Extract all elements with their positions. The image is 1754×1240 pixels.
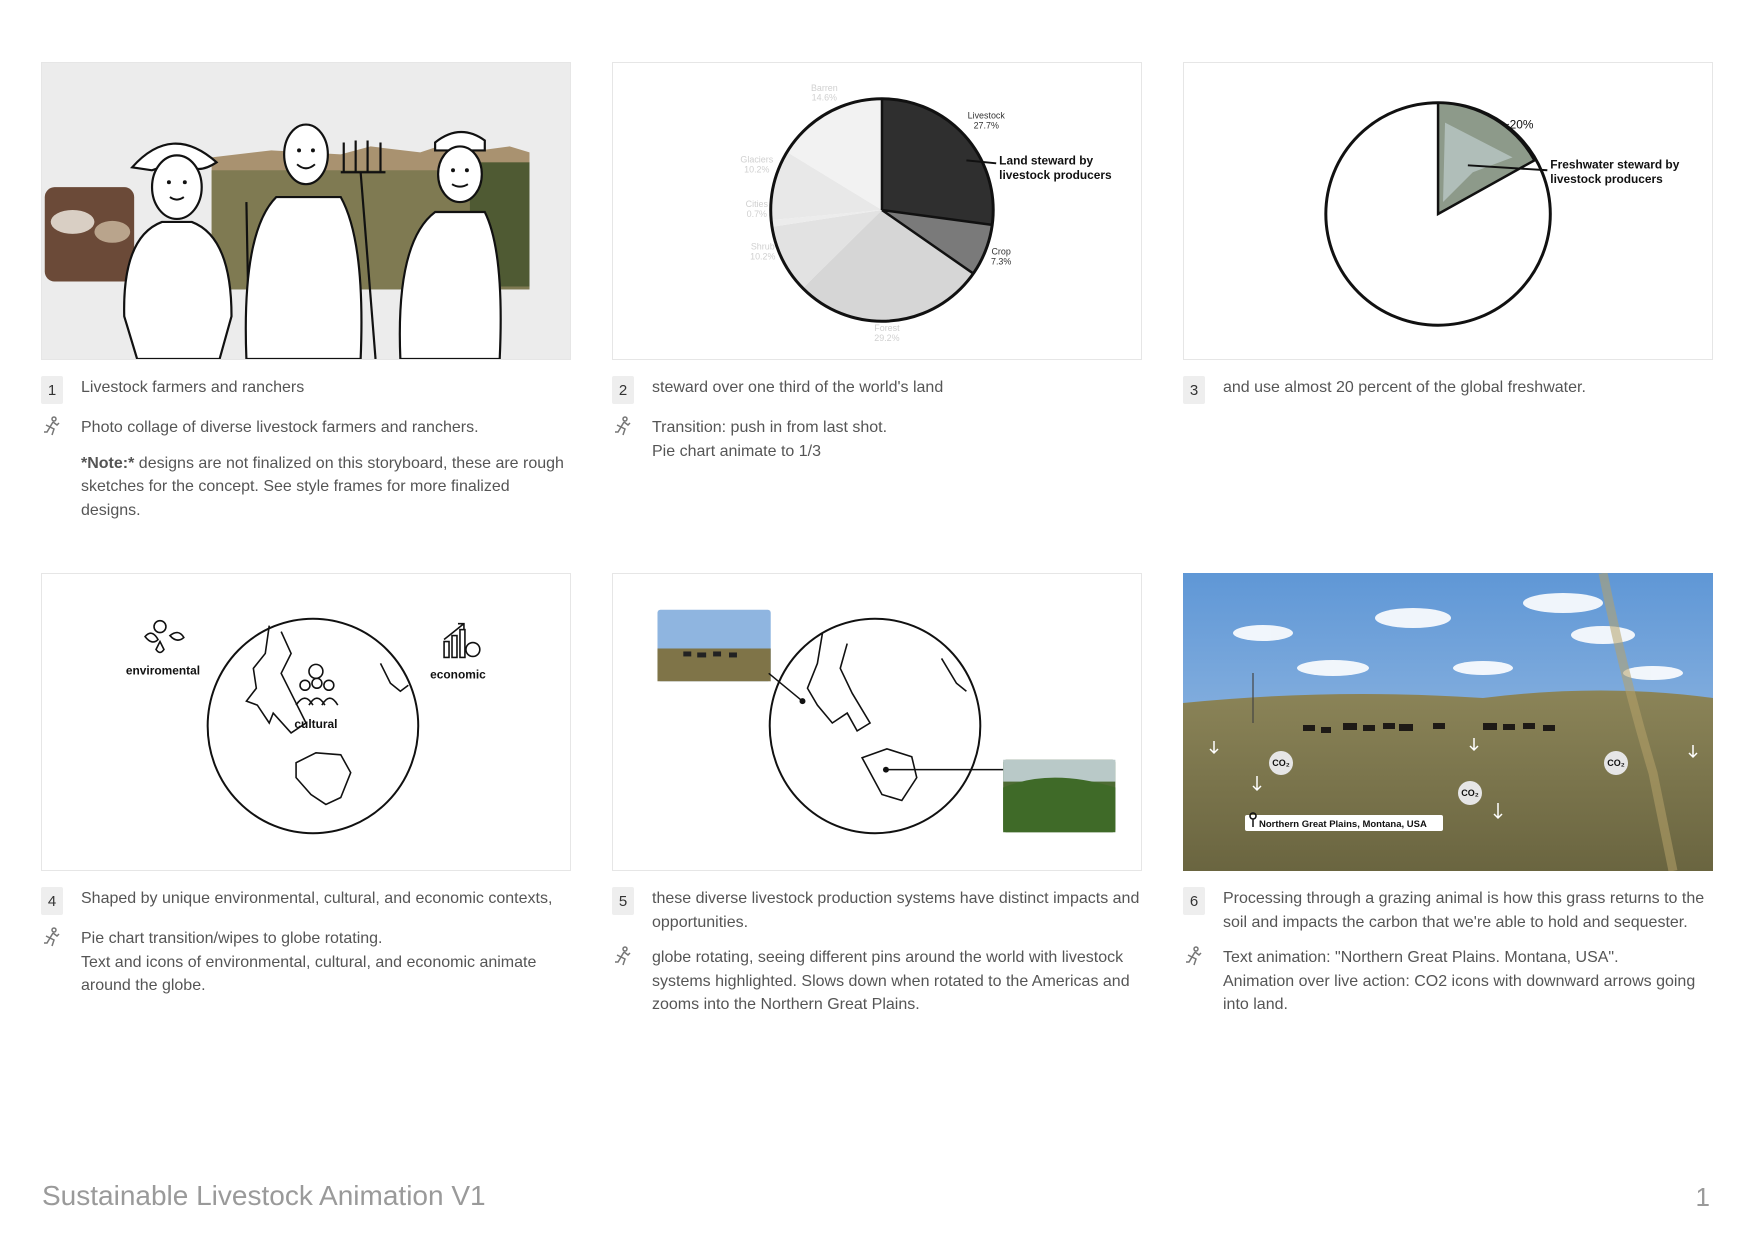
caption-panel-6 bbox=[1183, 887, 1713, 1029]
caption-panel-3 bbox=[1183, 376, 1713, 416]
panel-voiceover: Shaped by unique environmental, cultural, and economic contexts, bbox=[81, 890, 553, 907]
storyboard-frame-1 bbox=[41, 62, 571, 360]
farmers-collage-sketch bbox=[42, 63, 570, 359]
note-label: *Note:* bbox=[81, 454, 135, 472]
storyboard-frame-4 bbox=[41, 573, 571, 871]
freshwater-pie-chart bbox=[1184, 63, 1712, 359]
label-shrub: Shrub bbox=[750, 241, 775, 252]
grazing-field-photo bbox=[1183, 573, 1713, 871]
panel-number: 6 bbox=[1183, 887, 1205, 915]
land-callout-line1: Land steward by bbox=[999, 153, 1094, 168]
value-cities: 0.7% bbox=[746, 208, 767, 219]
value-glaciers: 10.2% bbox=[744, 164, 770, 175]
value-barren: 14.6% bbox=[811, 92, 838, 103]
value-crop: 7.3% bbox=[990, 256, 1012, 267]
action-runner-icon bbox=[612, 946, 634, 970]
panel-direction: Pie chart transition/wipes to globe rotating. Text and icons of environmental, cultural, and economic animate around the globe. bbox=[81, 930, 537, 994]
globe-contexts-sketch bbox=[42, 574, 570, 870]
co2-label: CO₂ bbox=[1461, 788, 1479, 798]
panel-number: 1 bbox=[41, 376, 63, 404]
action-runner-icon bbox=[41, 416, 63, 440]
action-runner-icon bbox=[1183, 946, 1205, 970]
map-pin bbox=[800, 698, 806, 704]
pin-photo-forest bbox=[1003, 760, 1115, 833]
location-tag: Northern Great Plains, Montana, USA bbox=[1259, 819, 1427, 830]
value-forest: 29.2% bbox=[874, 333, 900, 344]
panel-number: 4 bbox=[41, 887, 63, 915]
map-pin bbox=[883, 767, 889, 773]
freshwater-value: ~20% bbox=[1502, 117, 1534, 132]
panel-voiceover: Processing through a grazing animal is how this grass returns to the soil and impacts the carbon that we're able to hold and sequester. bbox=[1223, 890, 1705, 931]
note-text: designs are not finalized on this storyboard, these are rough sketches for the concept. See style frames for more finalized designs. bbox=[81, 454, 564, 519]
value-shrub: 10.2% bbox=[750, 251, 776, 262]
document-title: Sustainable Livestock Animation V1 bbox=[42, 1180, 486, 1211]
panel-number: 2 bbox=[612, 376, 634, 404]
water-callout-line1: Freshwater steward by bbox=[1550, 157, 1680, 172]
caption-panel-4 bbox=[41, 887, 571, 1010]
cultural-label: cultural bbox=[294, 716, 338, 731]
storyboard-frame-2 bbox=[612, 62, 1142, 360]
caption-panel-1 bbox=[41, 376, 571, 534]
storyboard-frame-3 bbox=[1183, 62, 1713, 360]
environmental-label: enviromental bbox=[125, 663, 201, 678]
panel-direction: globe rotating, seeing different pins around the world with livestock systems highlighted. Slows down when rotated to the Americas and zooms into the Northern Great Plains. bbox=[652, 949, 1130, 1013]
label-cities: Cities bbox=[745, 199, 768, 210]
label-barren: Barren bbox=[810, 82, 838, 93]
leaf-drop-icon bbox=[145, 621, 184, 653]
panel-direction: Text animation: "Northern Great Plains. Montana, USA". Animation over live action: CO2 icons with downward arrows going into land. bbox=[1223, 949, 1696, 1013]
panel-voiceover: and use almost 20 percent of the global freshwater. bbox=[1223, 379, 1586, 396]
panel-voiceover: steward over one third of the world's land bbox=[652, 379, 944, 396]
economic-label: economic bbox=[430, 667, 486, 682]
caption-panel-5 bbox=[612, 887, 1142, 1029]
co2-label: CO₂ bbox=[1607, 758, 1625, 768]
label-crop: Crop bbox=[991, 246, 1011, 257]
value-livestock: 27.7% bbox=[973, 120, 999, 131]
action-runner-icon bbox=[612, 416, 634, 440]
water-callout-line2: livestock producers bbox=[1550, 172, 1663, 187]
co2-label: CO₂ bbox=[1272, 758, 1290, 768]
pin-photo-grassland bbox=[657, 610, 770, 682]
panel-direction: Transition: push in from last shot. Pie chart animate to 1/3 bbox=[652, 419, 888, 460]
land-pie-chart bbox=[613, 63, 1141, 359]
panel-number: 5 bbox=[612, 887, 634, 915]
caption-panel-2 bbox=[612, 376, 1142, 475]
panel-direction: Photo collage of diverse livestock farmers and ranchers. bbox=[81, 419, 479, 436]
panel-voiceover: Livestock farmers and ranchers bbox=[81, 379, 305, 396]
label-forest: Forest bbox=[874, 323, 900, 334]
label-livestock: Livestock bbox=[967, 110, 1005, 121]
growth-chart-icon bbox=[444, 624, 480, 658]
land-callout-line2: livestock producers bbox=[999, 168, 1112, 183]
page-number: 1 bbox=[1695, 1182, 1710, 1212]
action-runner-icon bbox=[41, 927, 63, 951]
panel-voiceover: these diverse livestock production systems have distinct impacts and opportunities. bbox=[652, 890, 1140, 931]
globe-pins-sketch bbox=[613, 574, 1141, 870]
panel-number: 3 bbox=[1183, 376, 1205, 404]
label-glaciers: Glaciers bbox=[740, 154, 774, 165]
storyboard-frame-6 bbox=[1183, 573, 1713, 871]
storyboard-frame-5 bbox=[612, 573, 1142, 871]
